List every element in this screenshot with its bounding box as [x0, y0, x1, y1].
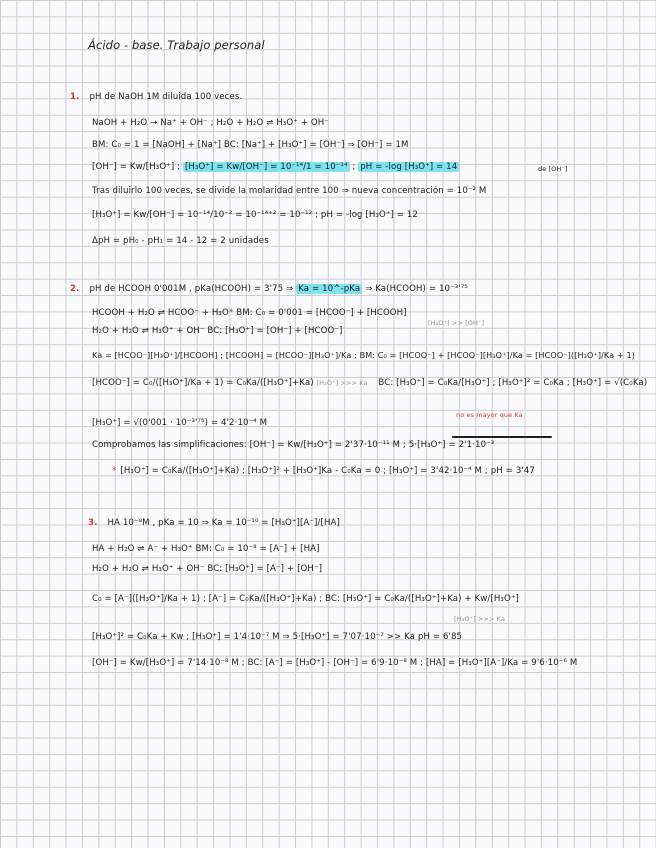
problem-3-line-1: HA + H₂O ⇌ A⁻ + H₃O⁺ BM: C₀ = 10⁻⁸ = [A⁻] + [HA]: [92, 544, 320, 554]
highlight-initial-ph: pH = -log [H₃O⁺] = 14: [360, 162, 458, 172]
problem-2-line-2: H₂O + H₂O ⇌ H₃O⁺ + OH⁻ BC: [H₃O⁺] = [OH⁻] + [HCOO⁻]: [92, 326, 343, 336]
problem-1-dilution: Tras diluirlo 100 veces, se divide la molaridad entre 100 ⇒ nueva concentración = 10⁻² M: [92, 186, 487, 196]
problem-1-reactions: NaOH + H₂O → Na⁺ + OH⁻ ; H₂O + H₂O ⇌ H₃O⁺ + OH⁻: [92, 118, 329, 128]
problem-1-balances: BM: C₀ = 1 = [NaOH] + [Na⁺] BC: [Na⁺] + [H₃O⁺] = [OH⁻] ⇒ [OH⁻] = 1M: [92, 140, 409, 150]
separator: ;: [349, 162, 359, 172]
problem-3-statement: HA 10⁻⁸M , pKa = 10 ⇒ Ka = 10⁻¹⁰ = [H₃O⁺][A⁻]/[HA]: [107, 518, 340, 528]
kw-relation: [OH⁻] = Kw/[H₃O⁺] ;: [92, 162, 181, 172]
problem-2-ka-value: ⇒ Ka(HCOOH) = 10⁻³'⁷⁵: [362, 284, 468, 294]
problem-2-bc: BC: [H₃O⁺] = C₀Ka/[H₃O⁺] ; [H₃O⁺]² = C₀Ka ; [H₃O⁺] = √(C₀Ka): [378, 378, 648, 388]
problem-1-diluted-ph: [H₃O⁺] = Kw/[OH⁻] = 10⁻¹⁴/10⁻² = 10⁻¹⁴⁺² = 10⁻¹² ; pH = -log [H₃O⁺] = 12: [92, 210, 419, 220]
problem-3-heading: [88, 518, 340, 529]
problem-1-initial-ph: [92, 162, 459, 173]
problem-3-note: [H₃O⁺] >>> Ka: [454, 615, 506, 623]
problem-2-note-1: [H₃O⁺] >> [OH⁻]: [428, 319, 485, 327]
problem-3-line-5: [OH⁻] = Kw/[H₃O⁺] = 7'14·10⁻⁸ M ; BC: [A⁻] = [H₃O⁺] - [OH⁻] = 6'9·10⁻⁸ M ; [HA] = [H₃O⁺][A⁻]/Ka = 9'6·10⁻⁶ M: [92, 658, 578, 668]
red-bracket: [452, 436, 552, 438]
problem-1-delta-ph: ΔpH = pH₀ - pH₁ = 14 - 12 = 2 unidades: [92, 236, 269, 246]
problem-2-line-6: Comprobamos las simplificaciones: [OH⁻] = Kw/[H₃O⁺] = 2'37·10⁻¹¹ M ; 5·[H₃O⁺] = 2'1·10⁻³: [92, 440, 495, 450]
problem-3-line-3: C₀ = [A⁻]([H₃O⁺]/Ka + 1) ; [A⁻] = C₀Ka/([H₃O⁺]+Ka) ; BC: [H₃O⁺] = C₀Ka/([H₃O⁺]+Ka) + Kw/[H₃O⁺]: [92, 594, 519, 604]
problem-2-statement: pH de HCOOH 0'001M , pKa(HCOOH) = 3'75 ⇒: [89, 284, 297, 294]
problem-2-line-7: [112, 466, 535, 477]
problem-3-line-2: H₂O + H₂O ⇌ H₃O⁺ + OH⁻ BC: [H₃O⁺] = [A⁻] + [OH⁻]: [92, 564, 323, 574]
problem-3-line-4: [H₃O⁺]² = C₀Ka + Kw ; [H₃O⁺] = 1'4·10⁻⁷ M ⇒ 5·[H₃O⁺] = 7'07·10⁻⁷ >> Ka pH = 6'85: [92, 632, 463, 642]
highlight-h3o-concentration: [H₃O⁺] = Kw/[OH⁻] = 10⁻¹⁴/1 = 10⁻¹⁴: [184, 162, 348, 172]
problem-2-line-3: Ka = [HCOO⁻][H₃O⁺]/[HCOOH] ; [HCOOH] = [HCOO⁻][H₃O⁺]/Ka ; BM: C₀ = [HCOO⁻] + [HCOO⁻][H₃O⁺]/Ka = [HCOO⁻]([H₃O⁺]/Ka + 1): [92, 350, 635, 360]
problem-3-number: 3.: [88, 518, 98, 528]
highlight-ka-formula: Ka = 10^-pKa: [298, 284, 361, 294]
asterisk-mark: *: [112, 466, 117, 476]
problem-2-red-note: no es mayor que Ka: [456, 411, 523, 419]
problem-2-number: 2.: [70, 284, 80, 294]
problem-2-line-5: [H₃O⁺] = √(0'001 · 10⁻³'⁷⁵) = 4'2·10⁻⁴ M: [92, 418, 268, 428]
problem-2-heading: [70, 284, 468, 295]
problem-1-statement: pH de NaOH 1M diluida 100 veces.: [89, 92, 243, 102]
page-title: Ácido - base. Trabajo personal: [88, 38, 265, 52]
problem-2-line-1: HCOOH + H₂O ⇌ HCOO⁻ + H₃O⁺ BM: C₀ = 0'001 = [HCOO⁻] + [HCOOH]: [92, 308, 407, 318]
formate-concentration: [HCOO⁻] = C₀/([H₃O⁺]/Ka + 1) = C₀Ka/([H₃O⁺]+Ka): [92, 378, 314, 388]
problem-1-number: 1.: [70, 92, 80, 102]
quadratic-solution: [H₃O⁺] = C₀Ka/([H₃O⁺]+Ka) ; [H₃O⁺]² + [H₃O⁺]Ka - C₀Ka = 0 ; [H₃O⁺] = 3'42·10⁻⁴ M ; pH = 3'47: [120, 466, 535, 476]
problem-1-heading: [70, 92, 242, 103]
problem-2-note-2: [H₃O⁺] >>> Ka: [316, 379, 368, 387]
problem-2-line-4: [92, 378, 647, 389]
side-note-oh: de [OH⁻]: [538, 165, 568, 173]
